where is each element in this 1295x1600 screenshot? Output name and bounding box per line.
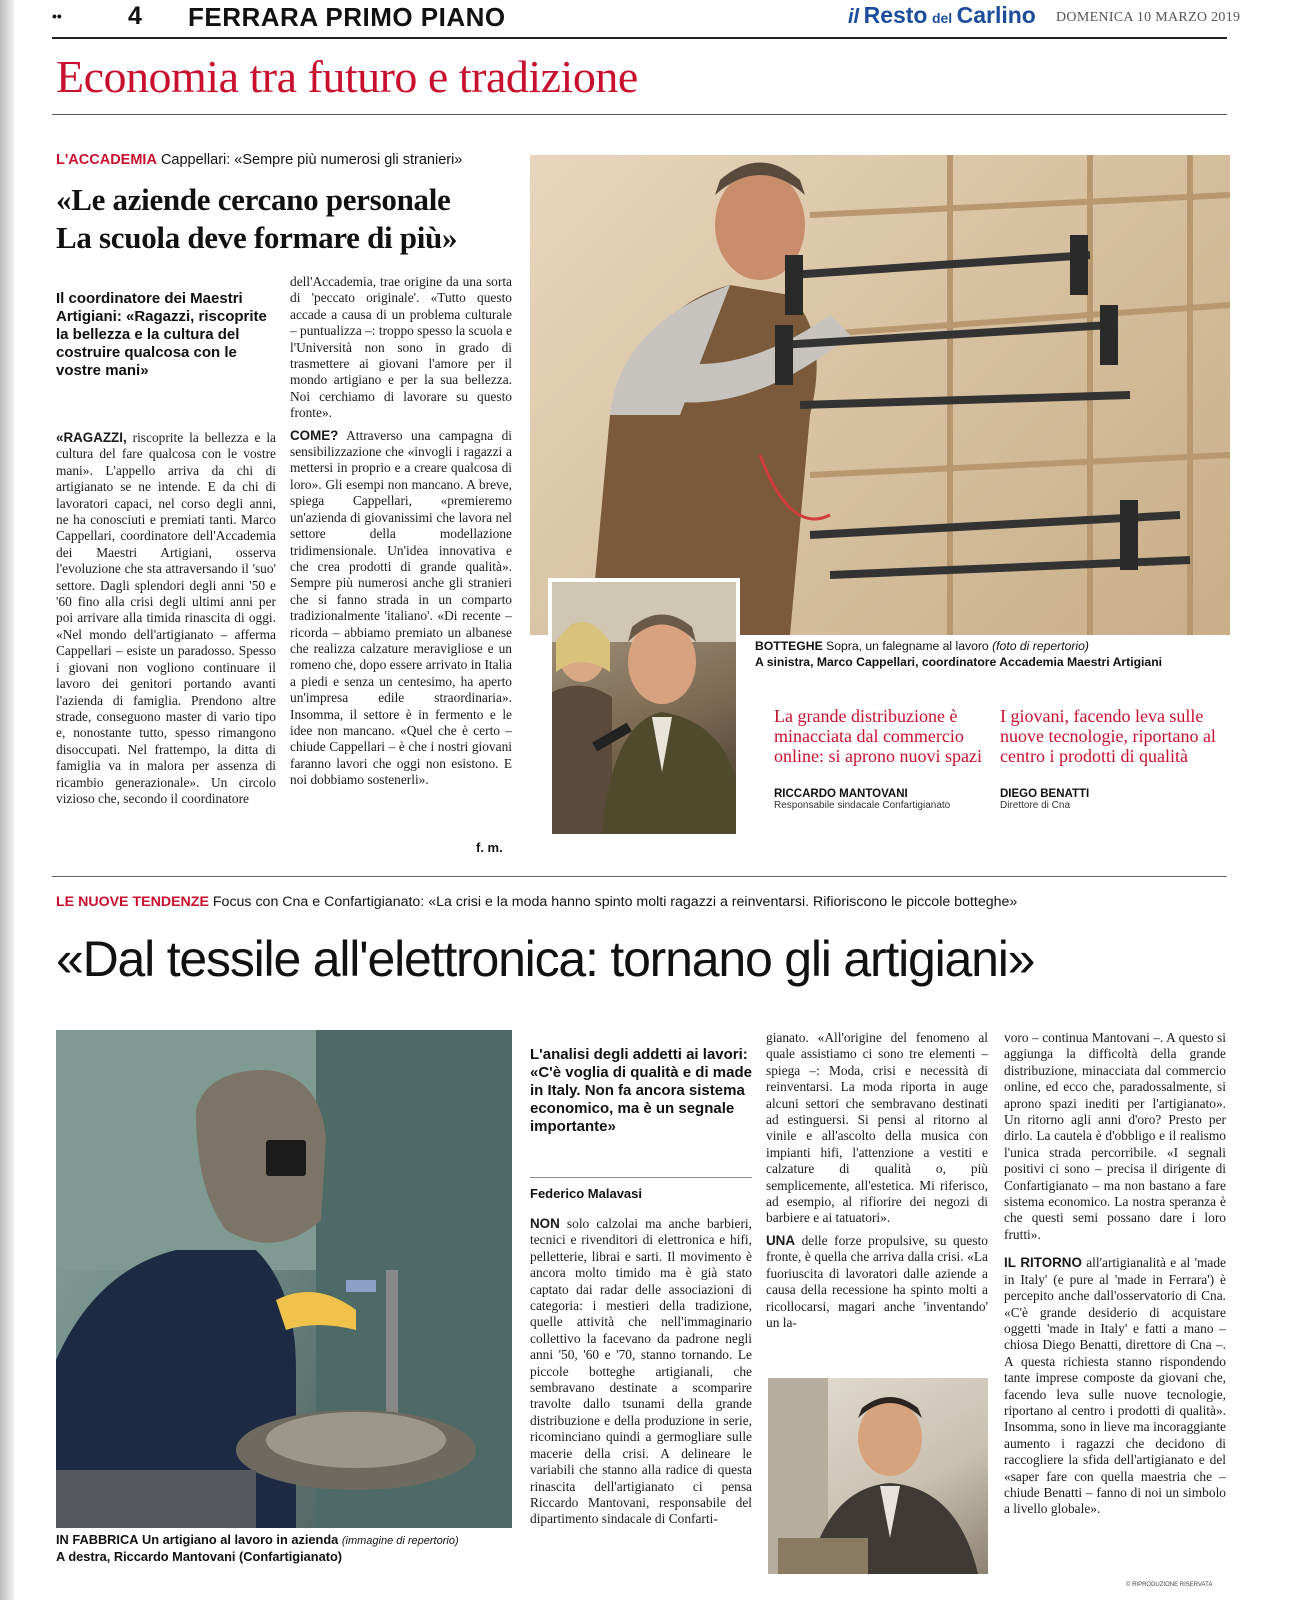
quote-text: La grande distribuzione è minacciata dal commercio online: si aprono nuovi spazi [774, 706, 982, 766]
article1-col2-text2: Attraverso una campagna di sensibilizzazione che «invogli i ragazzi a mettersi in proprio e a creare qualcosa di loro». Gli esempi non mancano. A breve, spiega Cappellari, «premieremo un'azienda di giovanissimi che lavora nel settore della modellazione tridimensionale. Un'idea innovativa e che crea prodotti di grande qualità». Sempre più numerosi anche gli stranieri che si fanno strada in un comparto tradizionalmente 'italiano'. «Di recente – ricorda – abbiamo premiato un albanese che realizza calzature meravigliose e un romeno che, dopo essere arrivato in Italia a piedi e senza un centesimo, ha aperto un'impresa edile straordinaria». Insomma, il settore è in fermento e le idee non mancano. «Quel che è certo – chiude Cappellari – è che i nostri giovani faranno lavori che oggi non esistono. E noi dobbiamo sostenerli». [290, 427, 512, 788]
title-rule [52, 114, 1227, 115]
carpenter-illustration [530, 155, 1230, 635]
article1-col2-lead: COME? [290, 427, 339, 443]
article2-col2-text: gianato. «All'origine del fenomeno al quale assistiamo ci sono tre elementi – spiega –: Moda, crisi e necessità di reinventarsi. La moda riporta in auge alcuni settori che sembravano destinati ad estinguersi. Si pensi al ritorno al vinile e all'ascolto della musica con impianti hifi, l'attenzione a vestiti e calzature di qualità o, più semplicemente, all'estetica. Mi riferisco, ad esempio, al rifiorire dei negozi di barbiere e ai tatuatori». [766, 1030, 988, 1226]
byline-rule [530, 1177, 752, 1178]
carpenter-photo [530, 155, 1230, 635]
caption-line-2: A sinistra, Marco Cappellari, coordinatore Accademia Maestri Artigiani [755, 655, 1163, 669]
welder-illustration [56, 1030, 512, 1528]
masthead-rule [52, 37, 1227, 39]
article1-signature: f. m. [476, 840, 503, 855]
newspaper-logo [848, 2, 1036, 29]
kicker-label: LE NUOVE TENDENZE [56, 894, 209, 910]
issue-date: DOMENICA 10 MARZO 2019 [1056, 10, 1241, 25]
quote-role: Responsabile sindacale Confartigianato [774, 800, 951, 811]
caption-credit: (immagine di repertorio) [341, 1535, 459, 1547]
quote-role: Direttore di Cna [1000, 800, 1071, 811]
section-title: FERRARA PRIMO PIANO [188, 2, 506, 32]
article1-caption [755, 638, 1225, 670]
kicker-label: L'ACCADEMIA [56, 152, 157, 168]
masthead-bullet: •• [52, 8, 62, 24]
mantovani-photo [768, 1378, 988, 1574]
section-divider [52, 876, 1227, 877]
article1-column-1 [56, 430, 276, 854]
article1-headline-1: «Le aziende cercano personale [56, 182, 451, 217]
article1-col1-text: riscoprite la bellezza e la cultura del fare qualcosa con le vostre mani». L'appello arriva da chi di artigianato se ne intende. E da chi di lavoratori capaci, nel corso degli anni, ne ha conosciuti e premiati tanti. Marco Cappellari, coordinatore dell'Accademia dei Maestri Artigiani, osserva l'evoluzione che sta attraversando il 'suo' settore. Dagli splendori degli anni '50 e '60 fino alla crisi degli ultimi anni per poi arrivare alla timida rinascita di oggi. «Nel mondo dell'artigianato – afferma Cappellari – esiste un paradosso. Spesso i giovani non vogliono continuare il lavoro dei genitori portando avanti l'azienda di famiglia. Prendono altre strade, conseguono master di vario tipo e, nonostante tutto, spesso rimangono disoccupati. Nel frattempo, la ditta di famiglia va in malora per assenza di ricambio generazionale». Un circolo vizioso che, secondo il coordinatore [56, 430, 276, 806]
caption-text: Sopra, un falegname al lavoro [826, 639, 989, 653]
cappellari-photo [548, 578, 740, 838]
article2-byline: Federico Malavasi [530, 1186, 642, 1201]
logo-il: il [848, 6, 860, 28]
article1-lead: «RAGAZZI, [56, 430, 127, 445]
article2-headline: «Dal tessile all'elettronica: tornano gli artigiani» [56, 931, 1035, 987]
quote-name: RICCARDO MANTOVANI [774, 788, 908, 800]
article2-col1-text: solo calzolai ma anche barbieri, tecnici e rivenditori di elettronica e hifi, pelletterie, librai e sarti. Il movimento è ancora molto timido ma è già stato captato dai radar delle associazioni di categoria: i mestieri della tradizione, quelle attività che nell'immaginario collettivo la facevano da padrone negli anni '50, '60 e '70, stanno tornando. Le piccole botteghe artigianali, che sembravano destinate a scomparire travolte dallo tsunami della grande distribuzione e della produzione in serie, ricominciano quindi a germogliare sulle macerie della crisi. A delineare le variabili che stanno alla radice di questa rinascita dell'artigianato ci pensa Riccardo Mantovani, responsabile del dipartimento sindacale di Confarti- [530, 1216, 752, 1527]
article2-column-1 [530, 1216, 752, 1596]
article2-col2-lead: UNA [766, 1232, 796, 1248]
caption-credit: (foto di repertorio) [992, 639, 1089, 653]
cappellari-illustration [552, 582, 736, 834]
article2-col3-text2: all'artigianalità e al 'made in Italy' (e pure al 'made in Ferrara') è percepito anche dall'osservatorio di Cna. «C'è grande desiderio di acquistare oggetti 'made in Italy' e fatti a mano – chiosa Diego Benatti, direttore di Cna –. A questa richiesta stanno rispondendo tante imprese composte da giovani che, facendo leva sulle nuove tecnologie, riportano al centro i prodotti di qualità». Insomma, sono in lieve ma incoraggiante aumento i ragazzi che decidono di raccogliere la sfida dell'artigianato e del «saper fare con quella maestria che – chiude Benatti – fanno di noi un simbolo a livello globale». [1004, 1255, 1226, 1517]
page-spine [0, 0, 14, 1600]
article2-lead: NON [530, 1216, 560, 1231]
caption-label: IN FABBRICA [56, 1532, 139, 1547]
quote-benatti [1000, 706, 1220, 811]
welder-photo [56, 1030, 512, 1528]
article2-summary: L'analisi degli addetti ai lavori: «C'è voglia di qualità e di made in Italy. Non fa ancora sistema economico, ma è un segnale importante» [530, 1046, 752, 1135]
article1-col2-text: dell'Accademia, trae origine da una sorta di 'peccato originale'. «Tutto questo accade a causa di un problema culturale – puntualizza –: troppo spesso la scuola e l'Università non sono in grado di trasmettere ai giovani l'amore per il mondo artigiano e per la sua bellezza. Noi cerchiamo di lavorare su questo fronte». [290, 274, 512, 421]
article1-headline-2: La scuola deve formare di più» [56, 220, 458, 255]
article1-column-2 [290, 274, 512, 856]
article2-kicker [56, 894, 1017, 910]
logo-del: del [931, 10, 953, 26]
mantovani-illustration [768, 1378, 988, 1574]
kicker-text: Cappellari: «Sempre più numerosi gli stranieri» [160, 152, 463, 168]
article1-kicker [56, 152, 462, 168]
logo-carlino: Carlino [956, 2, 1036, 28]
caption-label: BOTTEGHE [755, 639, 823, 653]
page-title: Economia tra futuro e tradizione [56, 51, 638, 102]
quote-text: I giovani, facendo leva sulle nuove tecnologie, riportano al centro i prodotti di qualità [1000, 706, 1216, 766]
article2-column-2 [766, 1030, 988, 1372]
copyright-notice: © RIPRODUZIONE RISERVATA [1126, 1582, 1213, 1588]
caption-line-2: A destra, Riccardo Mantovani (Confartigianato) [56, 1549, 343, 1564]
article2-col3-lead: IL RITORNO [1004, 1255, 1082, 1271]
caption-text: Un artigiano al lavoro in azienda [142, 1532, 339, 1547]
logo-resto: Resto [863, 2, 928, 28]
article2-col3-text: voro – continua Mantovani –. A questo si aggiunga la difficoltà della grande distribuzione, minacciata dal commercio online, ed ecco che, paradossalmente, si aprono spazi inediti per l'artigianato». Un ritorno agli anni d'oro? Presto per dirlo. La cautela è d'obbligo e il realismo l'unica strada percorribile. «I segnali positivi ci sono – precisa il dirigente di Confartigianato – ma non bastano a fare sistema economico. La nostra speranza è che questi semi possano dare i loro frutti». [1004, 1030, 1226, 1242]
page-number: 4 [128, 2, 142, 30]
quote-mantovani [774, 706, 990, 811]
article2-column-3 [1004, 1030, 1226, 1578]
kicker-text: Focus con Cna e Confartigianato: «La crisi e la moda hanno spinto molti ragazzi a reinventarsi. Rifioriscono le piccole botteghe» [212, 894, 1018, 910]
article1-summary: Il coordinatore dei Maestri Artigiani: «Ragazzi, riscoprite la bellezza e la cultura del costruire qualcosa con le vostre mani» [56, 290, 267, 379]
quote-name: DIEGO BENATTI [1000, 788, 1090, 800]
article2-col2-text2: delle forze propulsive, su questo fronte, è quella che arriva dalla crisi. «La fuoriuscita di lavoratori dalle aziende a causa della recessione ha spinto molti a ricollocarsi, magari anche 'inventando' un la- [766, 1232, 988, 1330]
article2-caption [56, 1532, 512, 1565]
